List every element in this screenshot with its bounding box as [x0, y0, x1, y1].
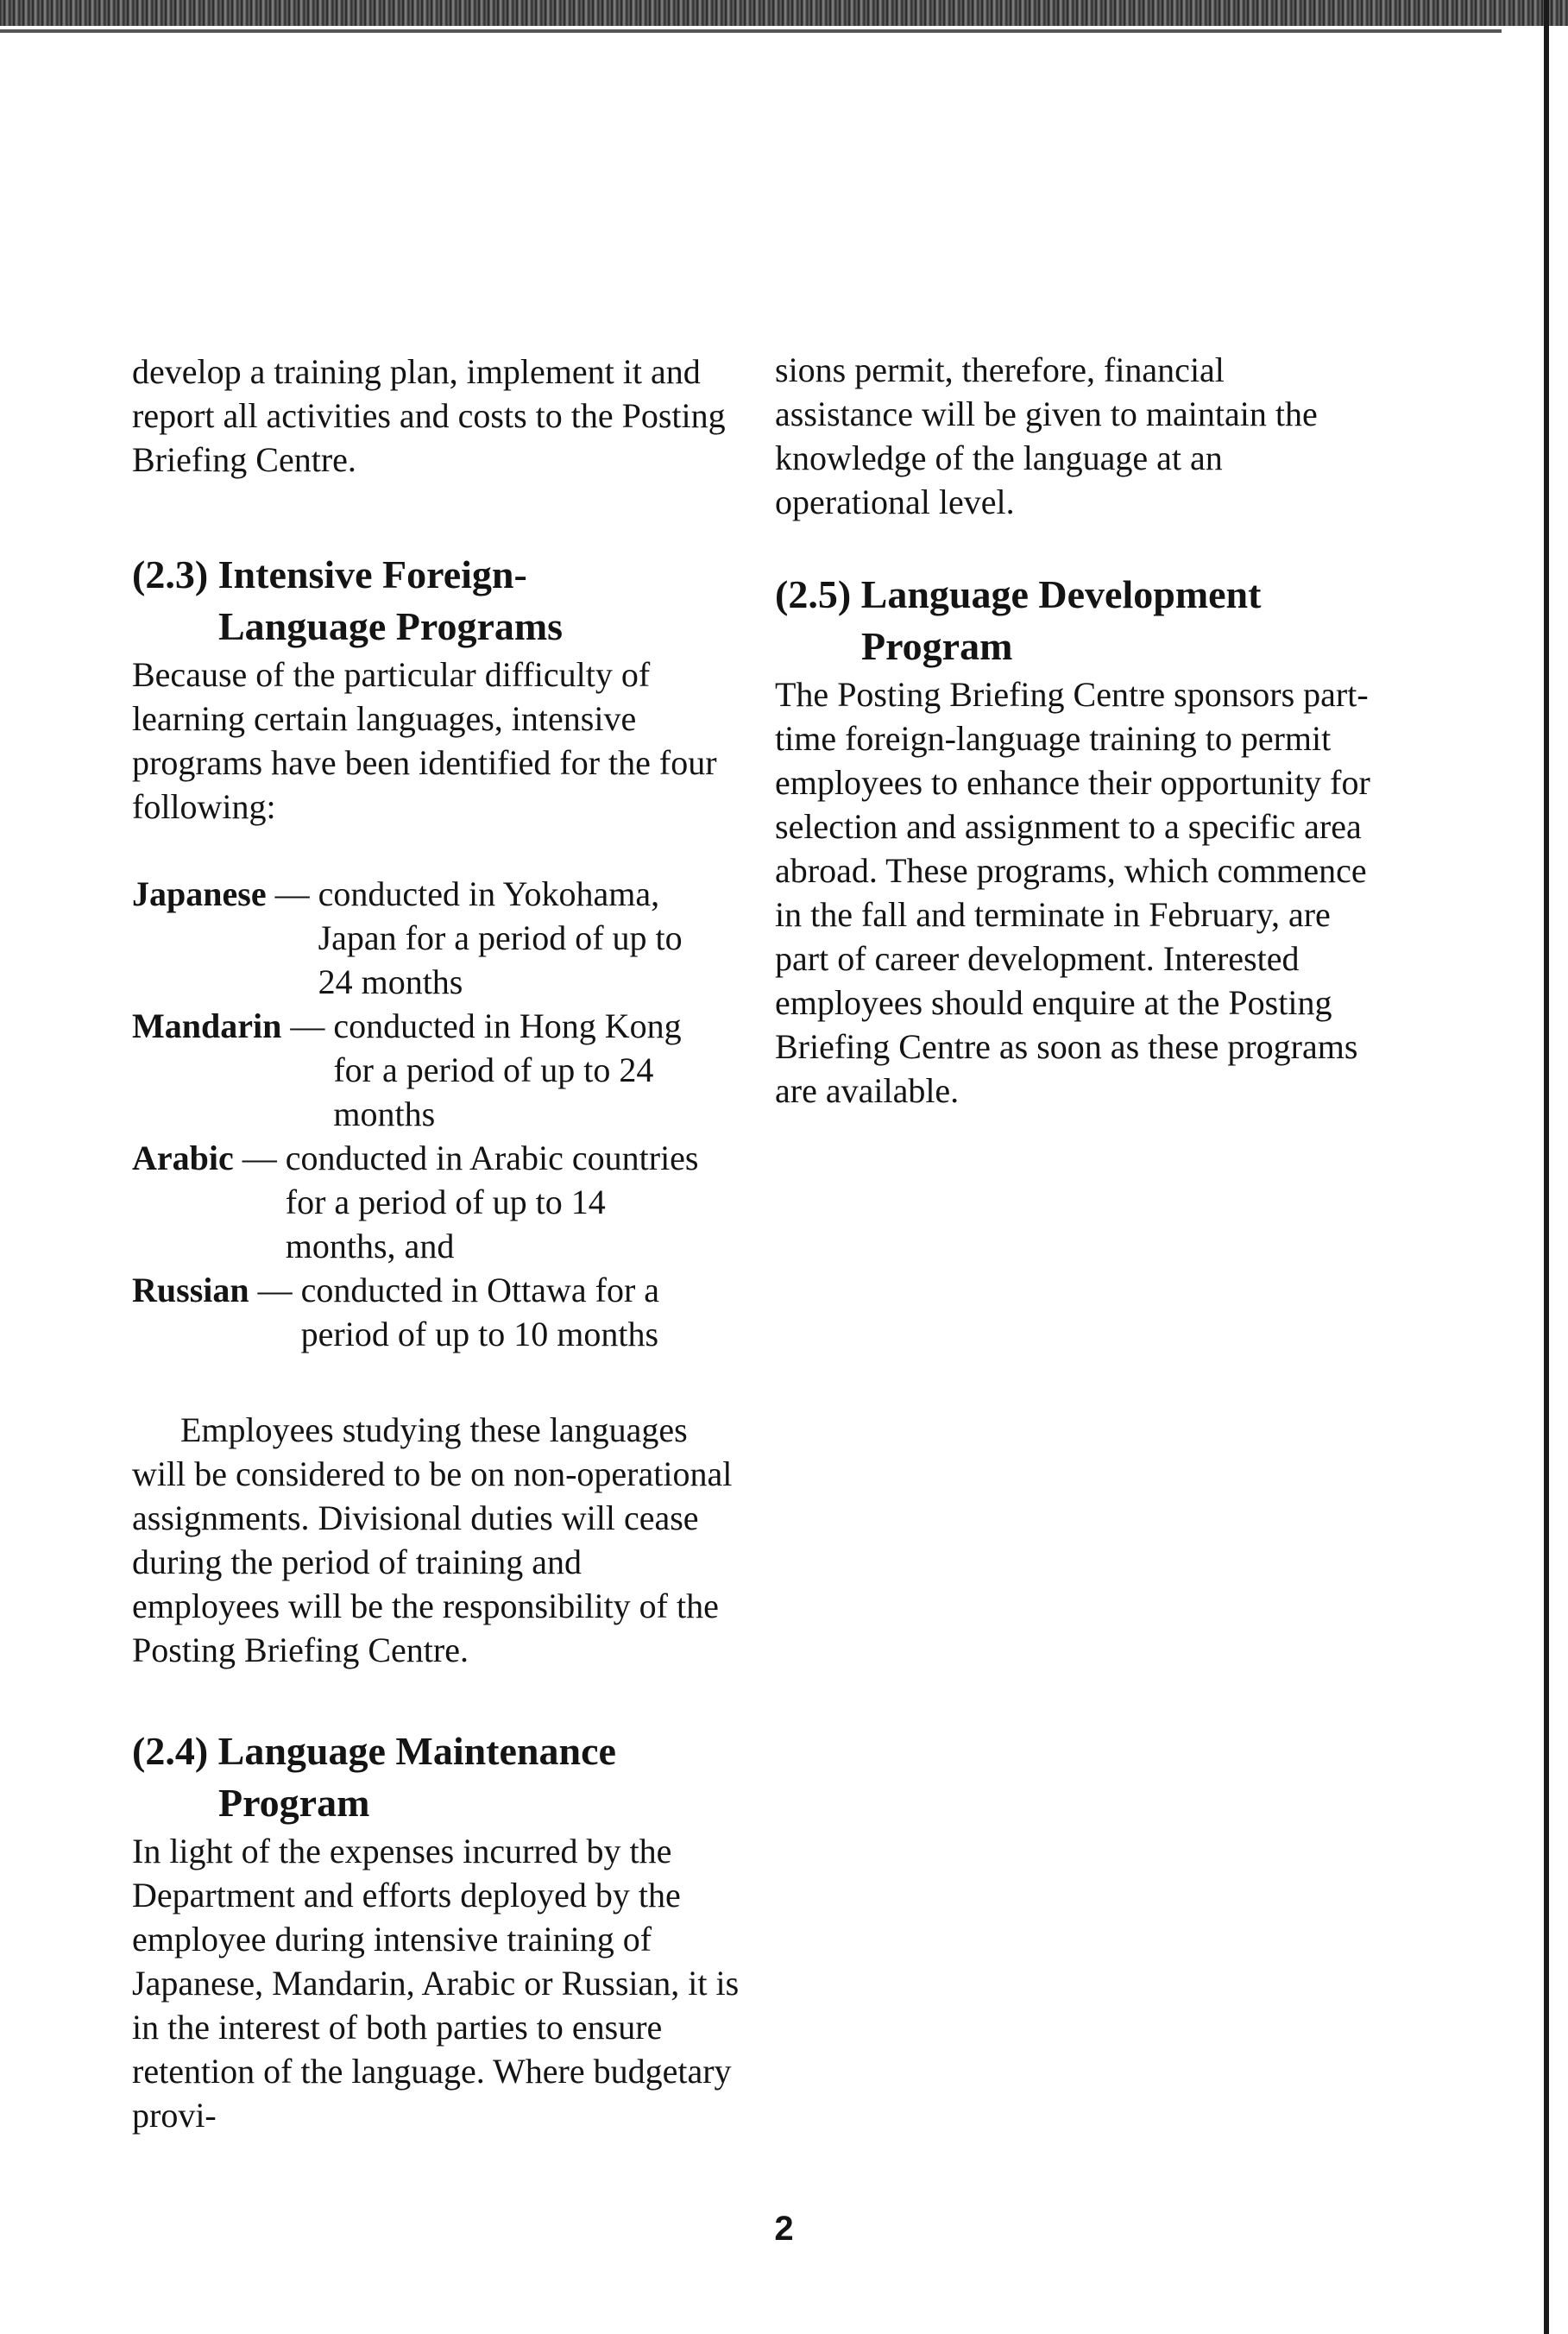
language-item [132, 1136, 771, 1268]
em-dash: — [233, 1139, 286, 1177]
right-column [775, 348, 1396, 1113]
section-2-3-body: Because of the particular difficulty of learning certain languages, intensive programs have been identified for the four following: [132, 655, 717, 826]
scan-right-edge [1544, 0, 1549, 2334]
language-item [132, 1004, 771, 1136]
section-2-4-body: In light of the expenses incurred by the Department and efforts deployed by the employee during intensive training of Japanese, Mandarin, Arabic or Russian, it is in the interest of both parties to ensure retention of the language. Where budgetary provi- [132, 1832, 740, 2135]
section-2-3-heading [132, 549, 771, 653]
language-item [132, 872, 771, 1004]
section-2-3-title-line1: Intensive Foreign- [217, 552, 527, 596]
language-item [132, 1268, 771, 1356]
continued-paragraph: sions permit, therefore, financial assistance will be given to maintain the knowledge of the language at an operational level. [775, 350, 1318, 521]
language-name: Japanese [132, 874, 267, 913]
section-2-4-title-line2: Program [218, 1781, 370, 1825]
intro-paragraph: develop a training plan, implement it and report all activities and costs to the Posting Briefing Centre. [132, 352, 726, 479]
em-dash: — [281, 1006, 334, 1045]
scan-top-edge [0, 0, 1568, 26]
em-dash: — [266, 874, 318, 913]
section-2-3-number: (2.3) [132, 552, 209, 596]
language-list [132, 872, 771, 1356]
language-name: Arabic [132, 1139, 234, 1177]
section-2-3-title-line2: Language Programs [218, 604, 564, 648]
language-name: Russian [132, 1271, 249, 1309]
section-2-5-number: (2.5) [775, 572, 852, 616]
language-description: conducted in Hong Kong for a period of up to 24 months [333, 1006, 682, 1133]
section-2-4-heading [132, 1725, 771, 1829]
language-description: conducted in Yokohama, Japan for a period of up to 24 months [318, 874, 683, 1001]
language-description: conducted in Ottawa for a period of up to 10 months [300, 1271, 660, 1353]
page-number: 2 [774, 2210, 794, 2248]
section-2-4-number: (2.4) [132, 1729, 209, 1773]
language-name: Mandarin [132, 1006, 282, 1045]
left-column [132, 350, 771, 2137]
section-2-5-heading [775, 569, 1396, 672]
section-2-3-followup: Employees studying these languages will be considered to be on non-operational assignments. Divisional duties will cease during the period of training and employees will be the responsibility of the Posting Briefing Centre. [132, 1410, 733, 1669]
section-2-5-title-line2: Program [861, 624, 1013, 668]
section-2-5-body: The Posting Briefing Centre sponsors part-time foreign-language training to permit employees to enhance their opportunity for selection and assignment to a specific area abroad. These programs, which commence in the fall and terminate in February, are part of career development. Interested employees should enquire at the Posting Briefing Centre as soon as these programs are available. [775, 675, 1370, 1110]
em-dash: — [249, 1271, 301, 1309]
language-description: conducted in Arabic countries for a period of up to 14 months, and [285, 1139, 699, 1265]
scan-top-rule [0, 29, 1502, 33]
section-2-4-title-line1: Language Maintenance [217, 1729, 616, 1773]
section-2-5-title-line1: Language Development [860, 572, 1262, 616]
